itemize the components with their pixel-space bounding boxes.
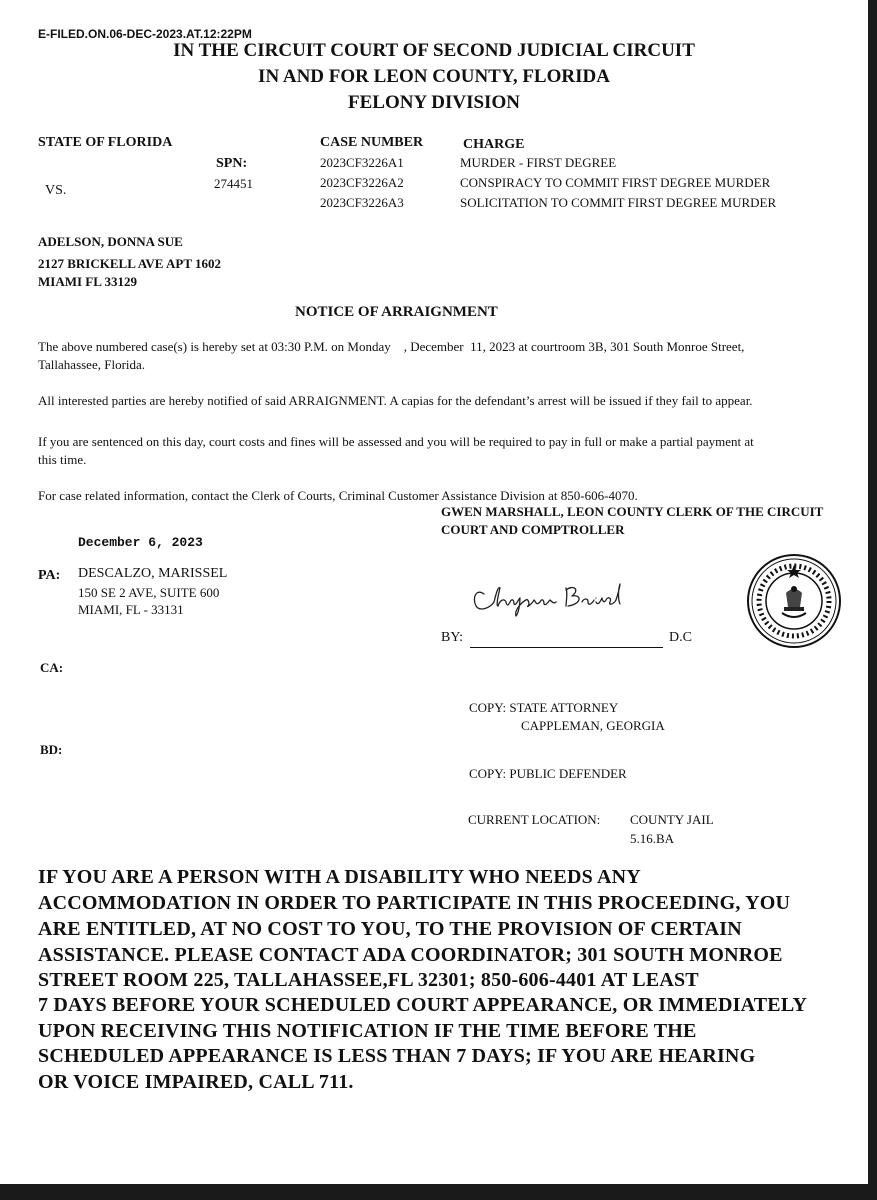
pa-street: 150 SE 2 AVE, SUITE 600 (78, 585, 220, 600)
contact-paragraph: For case related information, contact the Clerk of Courts, Criminal Customer Assistance Division at 850-606-4070. (38, 488, 638, 503)
arraignment-paragraph-line2: Tallahassee, Florida. (38, 357, 146, 372)
case-number: 2023CF3226A1 (320, 155, 404, 170)
court-header-line2: IN AND FOR LEON COUNTY, FLORIDA (258, 66, 610, 87)
deputy-clerk-label: D.C (669, 630, 692, 645)
clerk-signature (470, 576, 630, 618)
defendant-name: ADELSON, DONNA SUE (38, 234, 183, 249)
clerk-name-line2: COURT AND COMPTROLLER (441, 522, 625, 537)
plaintiff: STATE OF FLORIDA (38, 135, 173, 150)
ada-notice-line: 7 DAYS BEFORE YOUR SCHEDULED COURT APPEARANCE, OR IMMEDIATELY (38, 994, 808, 1016)
pa-city: MIAMI, FL - 33131 (78, 602, 184, 617)
clerk-seal (746, 553, 842, 649)
bd-label: BD: (40, 742, 63, 757)
notice-date: December 6, 2023 (78, 535, 203, 550)
current-location-label: CURRENT LOCATION: (468, 812, 601, 827)
charge: MURDER - FIRST DEGREE (460, 155, 617, 170)
versus: VS. (45, 183, 67, 198)
ada-notice-line: UPON RECEIVING THIS NOTIFICATION IF THE TIME BEFORE THE (38, 1020, 697, 1042)
spn-value: 274451 (214, 176, 253, 191)
defendant-street: 2127 BRICKELL AVE APT 1602 (38, 256, 222, 271)
case-number-label: CASE NUMBER (320, 135, 424, 150)
ada-notice-line: STREET ROOM 225, TALLAHASSEE,FL 32301; 850-606-4401 AT LEAST (38, 969, 699, 991)
location-code: 5.16.BA (630, 831, 675, 846)
copy-state-attorney: COPY: STATE ATTORNEY (469, 700, 619, 715)
efiled-stamp: E-FILED.ON.06-DEC-2023.AT.12:22PM (38, 27, 252, 41)
ada-notice-line: IF YOU ARE A PERSON WITH A DISABILITY WHO NEEDS ANY (38, 866, 641, 888)
pa-label: PA: (38, 568, 61, 583)
court-header-line1: IN THE CIRCUIT COURT OF SECOND JUDICIAL CIRCUIT (173, 40, 695, 61)
sentencing-paragraph-line2: this time. (38, 452, 87, 467)
charge-label: CHARGE (463, 137, 525, 152)
state-attorney-name: CAPPLEMAN, GEORGIA (521, 718, 665, 733)
current-location-value: COUNTY JAIL (630, 812, 714, 827)
ada-notice-line: OR VOICE IMPAIRED, CALL 711. (38, 1071, 354, 1093)
spn-label: SPN: (216, 156, 248, 171)
ada-notice-line: ARE ENTITLED, AT NO COST TO YOU, TO THE PROVISION OF CERTAIN (38, 918, 742, 940)
charge: CONSPIRACY TO COMMIT FIRST DEGREE MURDER (460, 175, 771, 190)
copy-public-defender: COPY: PUBLIC DEFENDER (469, 766, 627, 781)
clerk-name-line1: GWEN MARSHALL, LEON COUNTY CLERK OF THE CIRCUIT (441, 504, 824, 519)
notice-title: NOTICE OF ARRAIGNMENT (295, 304, 498, 320)
charge: SOLICITATION TO COMMIT FIRST DEGREE MURDER (460, 195, 777, 210)
court-header-line3: FELONY DIVISION (348, 92, 520, 113)
arraignment-paragraph-line1: The above numbered case(s) is hereby set at 03:30 P.M. on Monday , December 11, 2023 at courtroom 3B, 301 South Monroe Street, (38, 339, 745, 354)
sentencing-paragraph-line1: If you are sentenced on this day, court costs and fines will be assessed and you will be required to pay in full or make a partial payment at (38, 434, 754, 449)
signature-line (470, 647, 663, 648)
interested-parties-paragraph: All interested parties are hereby notified of said ARRAIGNMENT. A capias for the defendant’s arrest will be issued if they fail to appear. (38, 393, 753, 408)
pa-name: DESCALZO, MARISSEL (78, 566, 228, 581)
by-label: BY: (441, 630, 464, 645)
ada-notice-line: ASSISTANCE. PLEASE CONTACT ADA COORDINATOR; 301 SOUTH MONROE (38, 944, 783, 966)
case-number: 2023CF3226A3 (320, 195, 404, 210)
defendant-city: MIAMI FL 33129 (38, 274, 137, 289)
ada-notice-line: ACCOMMODATION IN ORDER TO PARTICIPATE IN THIS PROCEEDING, YOU (38, 892, 791, 914)
case-number: 2023CF3226A2 (320, 175, 404, 190)
ca-label: CA: (40, 660, 64, 675)
ada-notice-line: SCHEDULED APPEARANCE IS LESS THAN 7 DAYS; IF YOU ARE HEARING (38, 1045, 756, 1067)
